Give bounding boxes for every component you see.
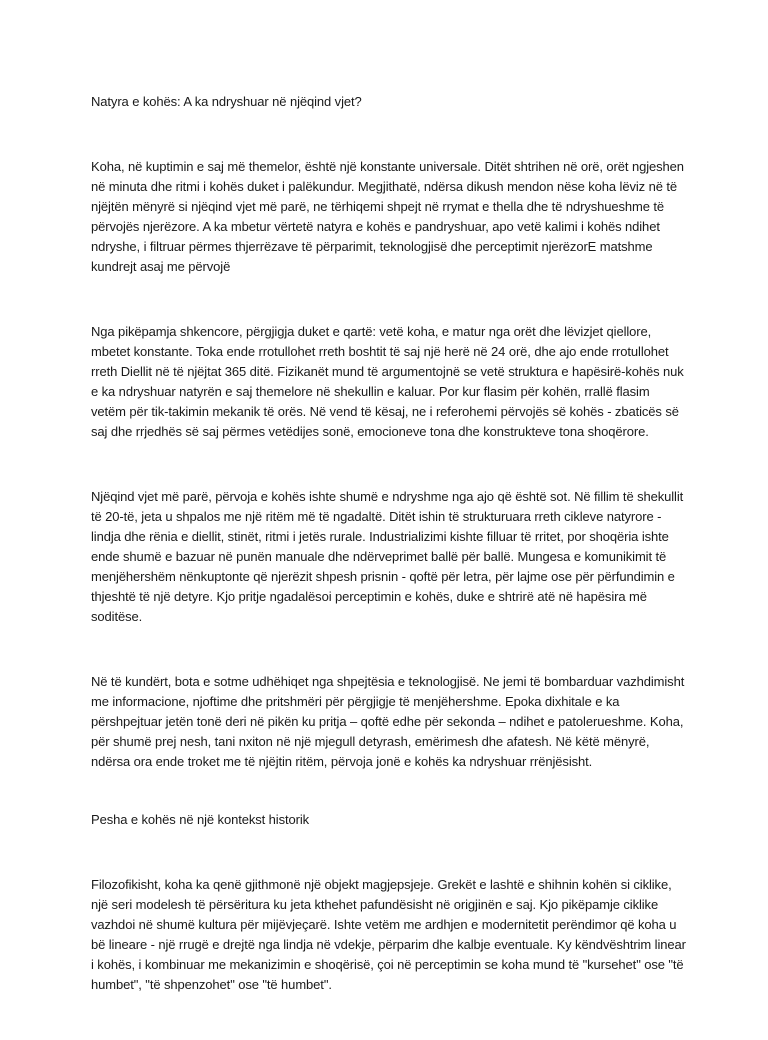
paragraph-3: Njëqind vjet më parë, përvoja e kohës ishte shumë e ndryshme nga ajo që është sot. Në fillim të shekullit të 20-të, jeta u shpalos me një ritëm më të ngadaltë. Ditët ishin të strukturuara rreth cikleve natyrore - lindja dhe rënia e diellit, stinët, ritmi i jetës rurale. Industrializimi kishte filluar të rritet, por shoqëria ishte ende shumë e bazuar në punën manuale dhe ndërveprimet ballë për ballë. Mungesa e komunikimit të menjëhershëm nënkuptonte që njerëzit shpesh prisnin - qoftë për letra, për lajme ose për përfundimin e thjeshtë të një detyre. Kjo pritje ngadalësoi perceptimin e kohës, duke e shtrirë atë në hapësira më soditëse.: [91, 489, 684, 624]
paragraph-4: Në të kundërt, bota e sotme udhëhiqet nga shpejtësia e teknologjisë. Ne jemi të bombarduar vazhdimisht me informacione, njoftime dhe pritshmëri për përgjigje të menjëhershme. Epoka dixhitale e ka përshpejtuar jetën tonë deri në pikën ku pritja – qoftë edhe për sekonda – ndihet e patolerueshme. Koha, për shumë prej nesh, tani nxiton në një mjegull detyrash, emërimesh dhe afatesh. Në këtë mënyrë, ndërsa ora ende troket me të njëjtin ritëm, përvoja jonë e kohës ka ndryshuar rrënjësisht.: [91, 674, 685, 769]
document-body: [91, 92, 687, 1040]
paragraph-5: Filozofikisht, koha ka qenë gjithmonë një objekt magjepsjeje. Grekët e lashtë e shihnin kohën si ciklike, një seri modelesh të përsëritura ku jeta kthehet pafundësisht në origjinën e saj. Kjo pikëpamje ciklike vazhdoi në shumë kultura për mijëvjeçarë. Ishte vetëm me ardhjen e modernitetit perëndimor që koha u bë lineare - një rrugë e drejtë nga lindja në vdekje, përparim dhe kalbje eventuale. Ky këndvështrim linear i kohës, i kombinuar me mekanizimin e shoqërisë, çoi në perceptimin se koha mund të "kursehet" ose "të humbet", "të shpenzohet" ose "të humbet".: [91, 877, 686, 992]
paragraph-1: Koha, në kuptimin e saj më themelor, është një konstante universale. Ditët shtrihen në orë, orët ngjeshen në minuta dhe ritmi i kohës duket i palëkundur. Megjithatë, ndërsa dikush mendon nëse koha lëviz në të njëjtën mënyrë si njëqind vjet më parë, ne tërhiqemi shpejt në rrymat e thella dhe të ndryshueshme të përvojës njerëzore. A ka mbetur vërtetë natyra e kohës e pandryshuar, apo vetë kalimi i kohës ndihet ndryshe, i filtruar përmes thjerrëzave të përparimit, teknologjisë dhe perceptimit njerëzorE matshme kundrejt asaj me përvojë: [91, 159, 684, 274]
paragraph-2: Nga pikëpamja shkencore, përgjigja duket e qartë: vetë koha, e matur nga orët dhe lëvizjet qiellore, mbetet konstante. Toka ende rrotullohet rreth boshtit të saj një herë në 24 orë, dhe ajo ende rrotullohet rreth Diellit në të njëjtat 365 ditë. Fizikanët mund të argumentojnë se vetë struktura e hapësirë-kohës nuk e ka ndryshuar natyrën e saj themelore në shekullin e kaluar. Por kur flasim për kohën, rrallë flasim vetëm për tik-takimin mekanik të orës. Në vend të kësaj, ne i referohemi përvojës së kohës - zbaticës së saj dhe rrjedhës së saj përmes vetëdijes sonë, emocioneve tona dhe konstrukteve tona shoqërore.: [91, 324, 684, 439]
section-heading: Pesha e kohës në një kontekst historik: [91, 812, 310, 827]
document-title: Natyra e kohës: A ka ndryshuar në njëqind vjet?: [91, 94, 362, 109]
